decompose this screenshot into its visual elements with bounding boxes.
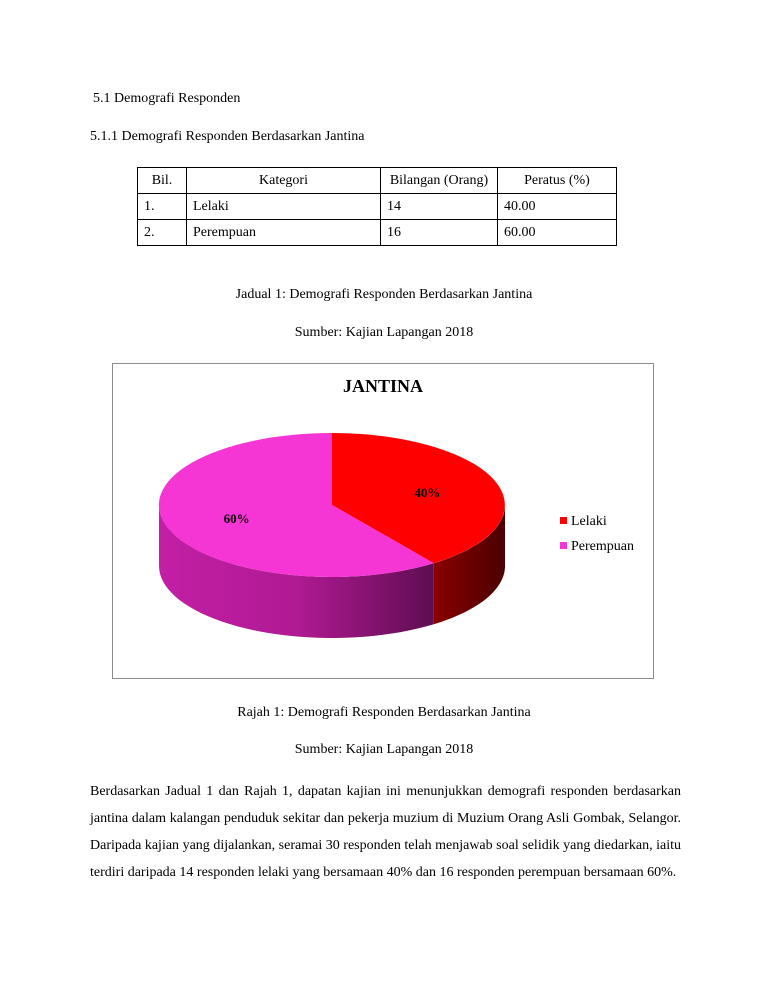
section-heading: 5.1 Demografi Responden xyxy=(93,91,241,106)
subsection-heading: 5.1.1 Demografi Responden Berdasarkan Jantina xyxy=(90,129,365,144)
table-row xyxy=(138,194,617,220)
chart-title: JANTINA xyxy=(342,376,424,396)
legend-swatch xyxy=(560,542,567,549)
figure-caption: Rajah 1: Demografi Responden Berdasarkan Jantina xyxy=(237,705,531,720)
column-header: Bil. xyxy=(138,168,187,194)
legend-swatch xyxy=(560,517,567,524)
legend-label: Perempuan xyxy=(571,539,634,554)
table-cell: 2. xyxy=(138,220,187,246)
table-caption: Jadual 1: Demografi Responden Berdasarkan Jantina xyxy=(235,287,533,302)
table-cell: Perempuan xyxy=(187,220,381,246)
table-cell: 14 xyxy=(381,194,498,220)
table-cell: 40.00 xyxy=(498,194,617,220)
pie-slices xyxy=(159,433,505,577)
table-cell: 16 xyxy=(381,220,498,246)
table-cell: 60.00 xyxy=(498,220,617,246)
chart-legend xyxy=(560,514,634,554)
table-cell: 1. xyxy=(138,194,187,220)
chart-frame xyxy=(112,363,654,679)
table-cell: Lelaki xyxy=(187,194,381,220)
pie-data-label: 60% xyxy=(223,510,250,526)
column-header: Peratus (%) xyxy=(498,168,617,194)
pie-data-label: 40% xyxy=(414,485,441,501)
table-header-row xyxy=(138,168,617,194)
body-paragraph: Berdasarkan Jadual 1 dan Rajah 1, dapatan kajian ini menunjukkan demografi responden berdasarkan jantina dalam kalangan penduduk sekitar dan pekerja muzium di Muzium Orang Asli Gombak, Selangor. Daripada kajian yang dijalankan, seramai 30 responden telah menjawab soal selidik yang diedarkan, iaitu terdiri daripada 14 responden lelaki yang bersamaan 40% dan 16 responden perempuan bersamaan 60%. xyxy=(90,784,681,880)
table-row xyxy=(138,220,617,246)
figure-source: Sumber: Kajian Lapangan 2018 xyxy=(294,742,474,757)
column-header: Kategori xyxy=(187,168,381,194)
legend-label: Lelaki xyxy=(571,514,607,529)
pie-chart xyxy=(113,364,653,678)
column-header: Bilangan (Orang) xyxy=(381,168,498,194)
demographics-table xyxy=(137,167,617,246)
table-source: Sumber: Kajian Lapangan 2018 xyxy=(294,325,474,340)
